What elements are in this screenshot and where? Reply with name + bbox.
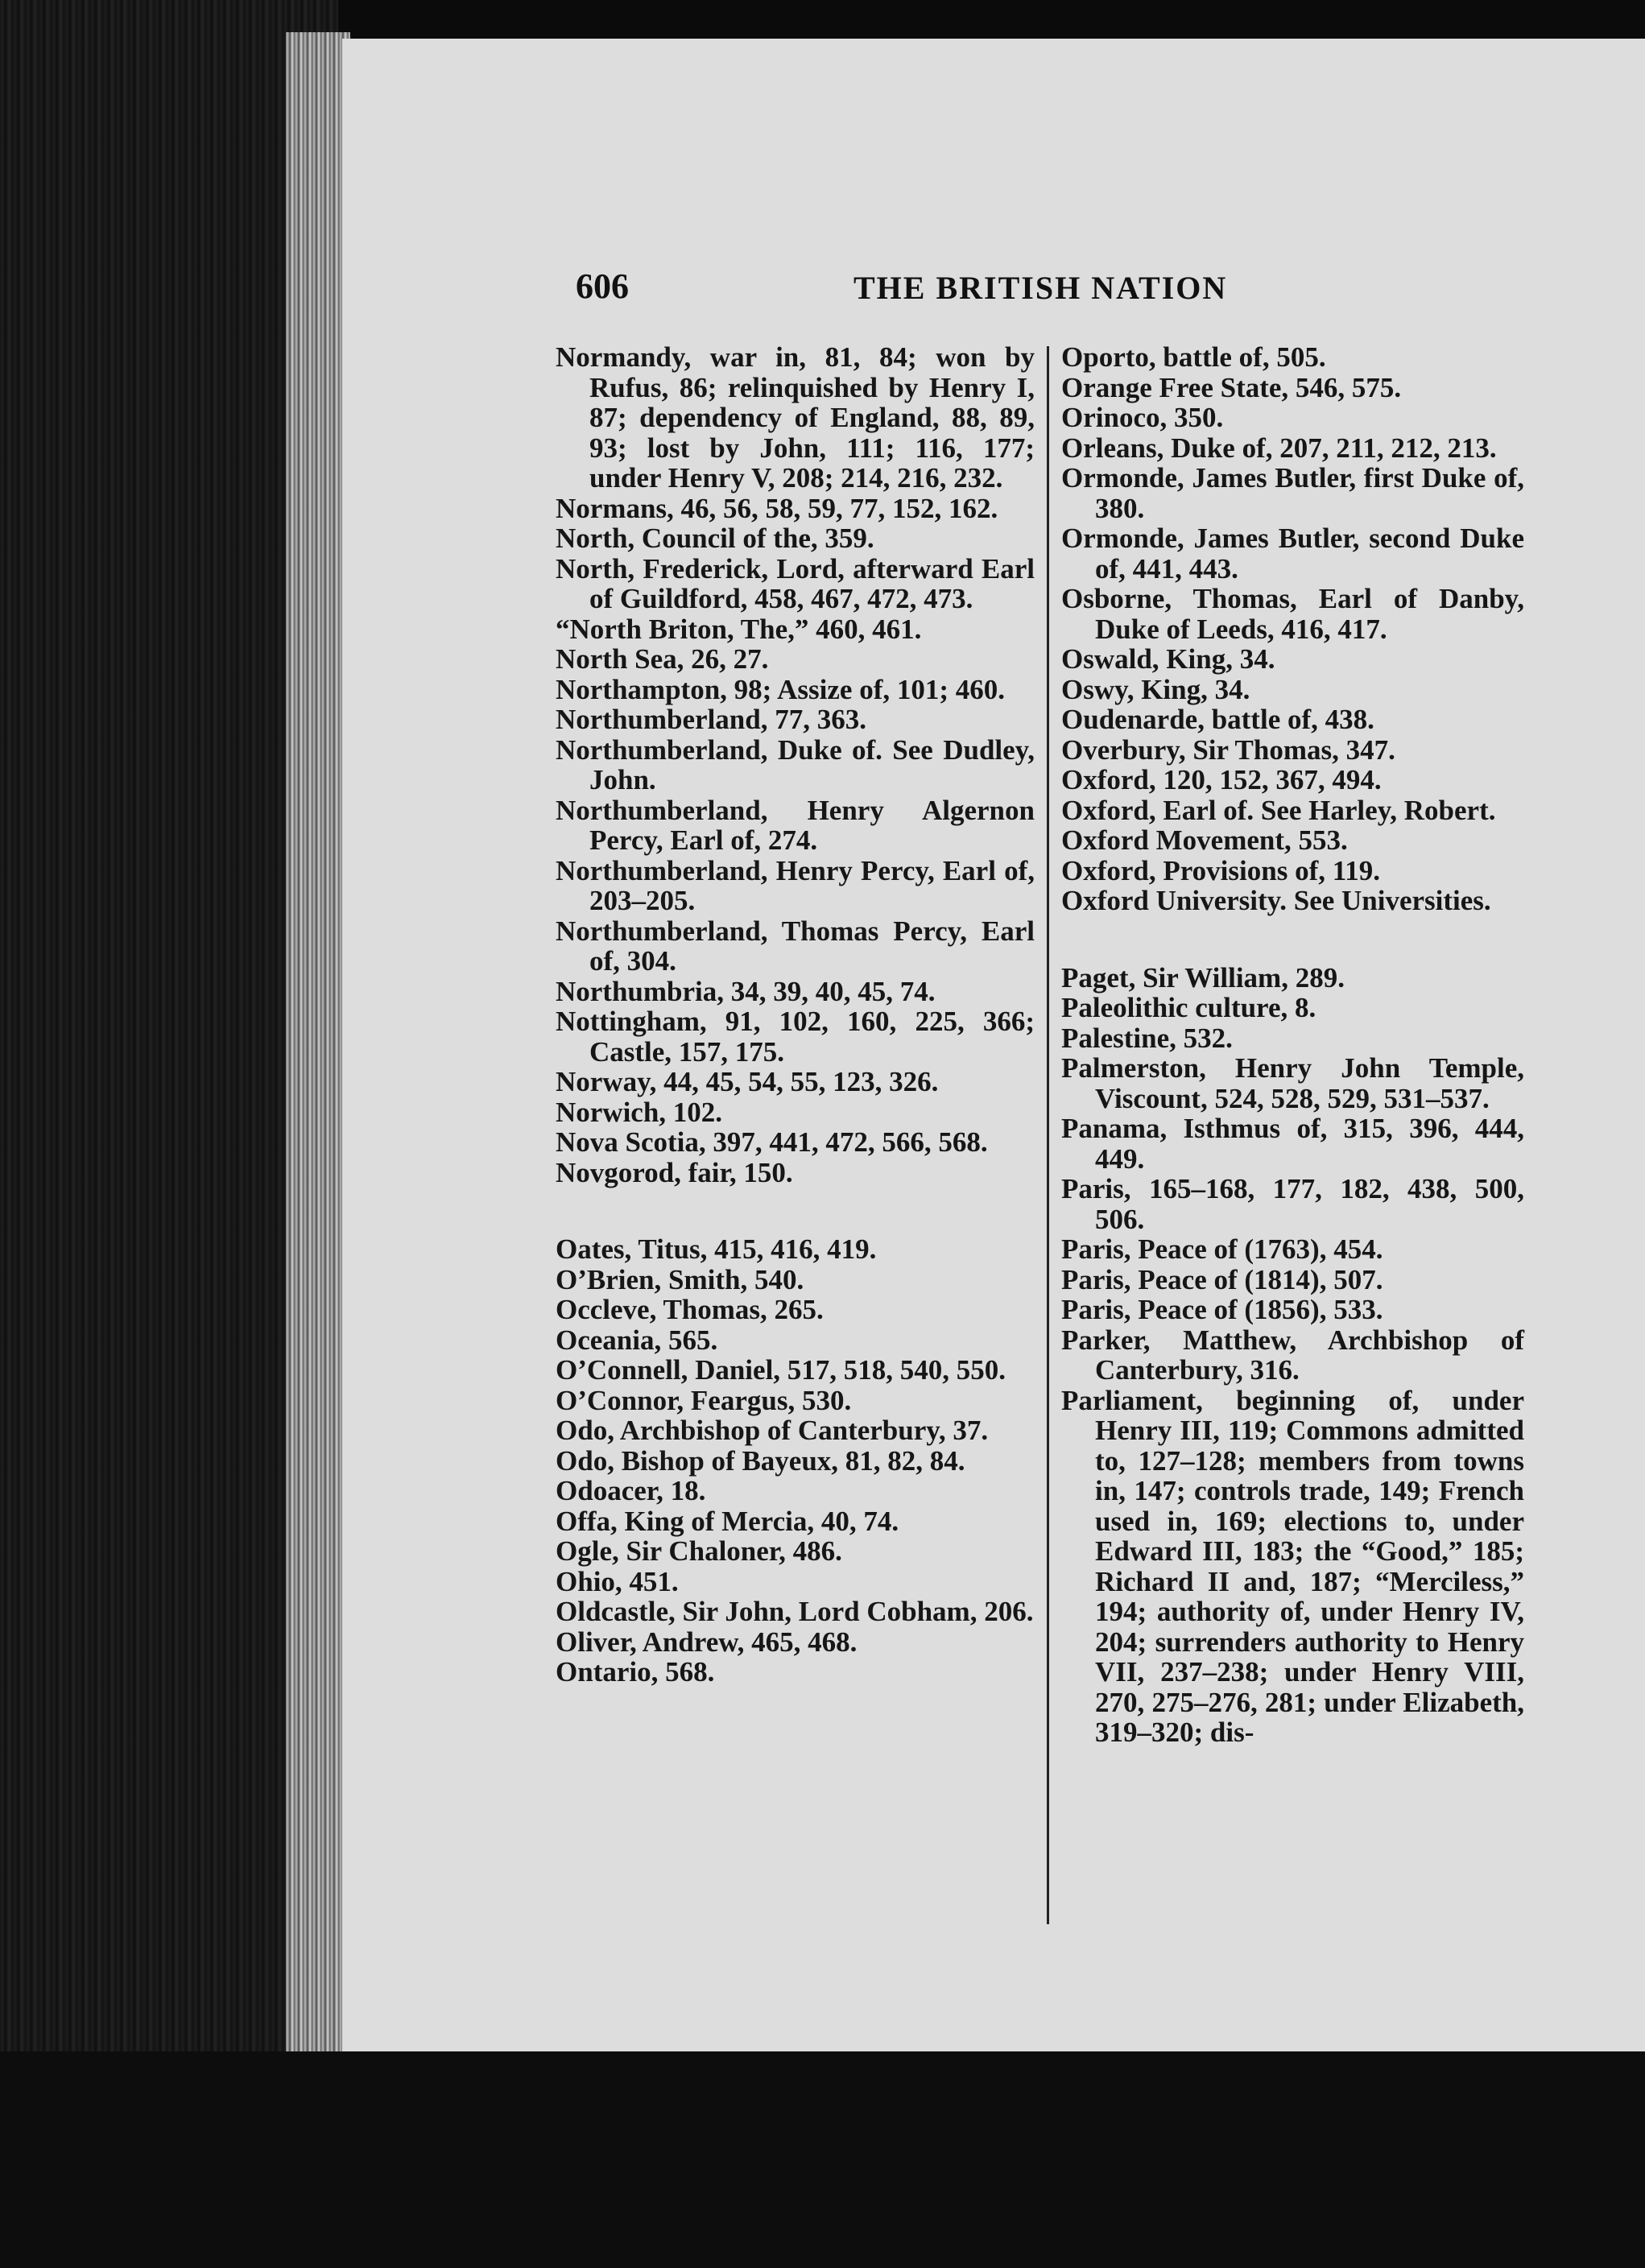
index-entry: O’Connell, Daniel, 517, 518, 540, 550. xyxy=(556,1354,1006,1386)
index-entry: Oswald, King, 34. xyxy=(1061,643,1275,675)
index-entry: Paris, 165–168, 177, 182, 438, 500, 506. xyxy=(1061,1173,1524,1235)
index-entry: Osborne, Thomas, Earl of Danby, Duke of Leeds, 416, 417. xyxy=(1061,583,1524,645)
index-column-left xyxy=(556,342,1035,1688)
index-entry: O’Connor, Feargus, 530. xyxy=(556,1384,852,1416)
index-entry: Orange Free State, 546, 575. xyxy=(1061,371,1402,403)
index-entry: “North Briton, The,” 460, 461. xyxy=(556,613,922,645)
index-entry: Oxford, 120, 152, 367, 494. xyxy=(1061,764,1382,795)
running-title: THE BRITISH NATION xyxy=(853,270,1228,306)
index-entry: Odo, Bishop of Bayeux, 81, 82, 84. xyxy=(556,1444,965,1477)
index-entry: Ormonde, James Butler, second Duke of, 441, 443. xyxy=(1061,523,1524,585)
index-entry: Oldcastle, Sir John, Lord Cobham, 206. xyxy=(556,1596,1034,1627)
index-entry: Paris, Peace of (1856), 533. xyxy=(1061,1294,1383,1325)
index-entry: Nova Scotia, 397, 441, 472, 566, 568. xyxy=(556,1126,988,1158)
index-entry: Ormonde, James Butler, first Duke of, 380. xyxy=(1061,462,1524,524)
index-entry: Ohio, 451. xyxy=(556,1565,679,1597)
index-entry: Oswy, King, 34. xyxy=(1061,673,1250,705)
index-entry: Nottingham, 91, 102, 160, 225, 366; Castle, 157, 175. xyxy=(556,1006,1035,1068)
index-entry: North Sea, 26, 27. xyxy=(556,643,769,675)
index-entry: Oxford, Earl of. See Harley, Robert. xyxy=(1061,794,1496,826)
index-entry: Norwich, 102. xyxy=(556,1096,723,1128)
page-edges xyxy=(286,32,350,2093)
index-entry: Norway, 44, 45, 54, 55, 123, 326. xyxy=(556,1066,939,1097)
index-column-right xyxy=(1061,342,1524,1748)
index-entry: Novgorod, fair, 150. xyxy=(556,1156,793,1188)
index-entry: Oxford, Provisions of, 119. xyxy=(1061,854,1381,886)
index-entry: Parliament, beginning of, under Henry III, 119; Commons admitted to, 127–128; members from towns in, 147; controls trade, 149; French used in, 169; elections to, under Edward III, 183; the “Good,” 185; Richard II and, 187; “Merciless,” 194; authority of, under Henry IV, 204; surrenders authority to Henry VII, 237–238; under Henry VIII, 270, 275–276, 281; under Elizabeth, 319–320; dis- xyxy=(1061,1384,1524,1748)
index-entry: O’Brien, Smith, 540. xyxy=(556,1263,804,1295)
index-entry: Parker, Matthew, Archbishop of Canterbury, 316. xyxy=(1061,1324,1524,1386)
index-entry: Oporto, battle of, 505. xyxy=(1061,341,1326,373)
index-entry: Oates, Titus, 415, 416, 419. xyxy=(556,1233,877,1265)
index-entry: Paleolithic culture, 8. xyxy=(1061,992,1316,1023)
index-entry: Normandy, war in, 81, 84; won by Rufus, 86; relinquished by Henry I, 87; dependency of England, 88, 89, 93; lost by John, 111; 116, 177; under Henry V, 208; 214, 216, 232. xyxy=(556,341,1035,494)
index-entry: Oceania, 565. xyxy=(556,1324,718,1356)
index-entry: Northumbria, 34, 39, 40, 45, 74. xyxy=(556,975,936,1007)
index-entry: Odo, Archbishop of Canterbury, 37. xyxy=(556,1415,989,1446)
index-entry: Palmerston, Henry John Temple, Viscount, 524, 528, 529, 531–537. xyxy=(1061,1052,1524,1114)
scan-shadow xyxy=(0,2051,1645,2268)
index-entry: Northumberland, Henry Percy, Earl of, 203–205. xyxy=(556,854,1035,916)
index-entry: Orinoco, 350. xyxy=(1061,402,1224,433)
index-entry: Northumberland, Duke of. See Dudley, John. xyxy=(556,733,1035,795)
section-gap xyxy=(1061,916,1524,963)
index-entry: Northumberland, Henry Algernon Percy, Earl of, 274. xyxy=(556,794,1035,856)
index-entry: North, Council of the, 359. xyxy=(556,523,874,554)
index-entry: Occleve, Thomas, 265. xyxy=(556,1294,824,1325)
index-entry: Northumberland, Thomas Percy, Earl of, 304. xyxy=(556,915,1035,977)
index-entry: Odoacer, 18. xyxy=(556,1475,706,1506)
index-entry: North, Frederick, Lord, afterward Earl of Guildford, 458, 467, 472, 473. xyxy=(556,552,1035,614)
index-entry: Palestine, 532. xyxy=(1061,1022,1233,1054)
index-entry: Overbury, Sir Thomas, 347. xyxy=(1061,733,1395,766)
index-entry: Panama, Isthmus of, 315, 396, 444, 449. xyxy=(1061,1113,1524,1175)
index-entry: Paget, Sir William, 289. xyxy=(1061,961,1345,994)
index-entry: Oxford Movement, 553. xyxy=(1061,824,1348,856)
index-entry: Northumberland, 77, 363. xyxy=(556,704,866,735)
index-entry: Paris, Peace of (1763), 454. xyxy=(1061,1233,1383,1265)
index-entry: Ontario, 568. xyxy=(556,1656,715,1688)
index-entry: Offa, King of Mercia, 40, 74. xyxy=(556,1505,899,1537)
index-entry: Northampton, 98; Assize of, 101; 460. xyxy=(556,673,1006,705)
index-entry: Ogle, Sir Chaloner, 486. xyxy=(556,1535,842,1567)
index-entry: Orleans, Duke of, 207, 211, 212, 213. xyxy=(1061,432,1497,464)
page-header xyxy=(576,266,1252,314)
section-gap xyxy=(556,1188,1035,1234)
index-entry: Paris, Peace of (1814), 507. xyxy=(1061,1263,1383,1295)
index-entry: Oudenarde, battle of, 438. xyxy=(1061,704,1374,735)
index-entry: Oxford University. See Universities. xyxy=(1061,885,1491,916)
page-number: 606 xyxy=(576,266,629,306)
index-entry: Oliver, Andrew, 465, 468. xyxy=(556,1626,858,1658)
column-divider xyxy=(1047,346,1049,1924)
index-entry: Normans, 46, 56, 58, 59, 77, 152, 162. xyxy=(556,492,998,524)
